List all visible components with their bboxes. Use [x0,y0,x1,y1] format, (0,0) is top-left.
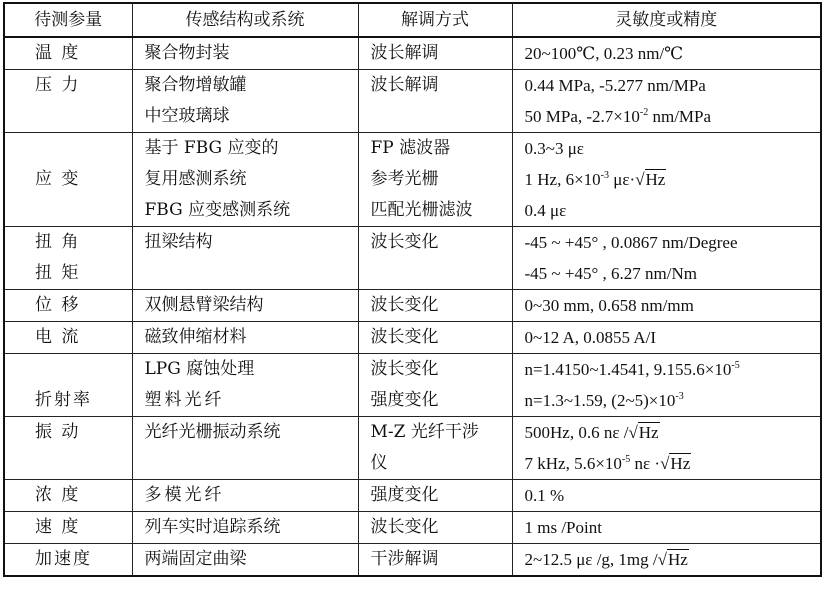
table-row [4,70,821,133]
table-row [4,417,821,480]
exponent: -3 [675,391,684,402]
sensitivity-text [525,101,821,132]
sensitivity-text: 0.44 MPa, -5.277 nm/MPa [524,76,706,95]
sqrt-symbol: √ [635,170,645,189]
structure-text: 扭梁结构 [144,232,213,252]
table-row [4,322,821,354]
demod-text: 波长解调 [370,43,439,63]
sensitivity-text [525,164,821,195]
param-cell [4,70,132,133]
structure-cell [132,227,358,290]
table-row [4,290,821,322]
structure-text: FBG 应变感测系统 [144,200,291,220]
sensitivity-text: 0~12 A, 0.0855 A/I [524,328,657,347]
sensitivity-part: nε · [630,454,661,473]
structure-cell [132,322,358,354]
demod-text: 波长变化 [370,295,439,315]
demod-text: 波长变化 [370,359,439,379]
param-cell [4,227,132,290]
sqrt-content: Hz [645,170,666,189]
demod-text: 强度变化 [370,485,439,505]
structure-text: 光纤光栅振动系统 [144,422,281,442]
structure-cell [132,544,358,577]
sensitivity-text: -45 ~ +45° , 0.0867 nm/Degree [524,233,738,252]
demod-text: 波长变化 [370,517,439,537]
demod-cell [358,70,512,133]
sensitivity-part: n=1.3~1.59, (2~5)×10 [524,391,676,410]
sensitivity-cell [512,290,821,322]
structure-text: 中空玻璃球 [144,106,230,126]
sensitivity-cell [512,512,821,544]
sensitivity-text: 0.4 με [524,201,567,220]
param-text: 加速度 [35,549,92,569]
exponent: -2 [639,107,649,118]
table-row [4,133,821,227]
sensitivity-text: 1 ms /Point [524,518,602,537]
demod-cell [358,227,512,290]
structure-text: 塑料光纤 [144,390,225,410]
param-cell [4,417,132,480]
demod-text: 波长解调 [370,75,439,95]
structure-cell [132,354,358,417]
param-text: 位 移 [35,295,81,315]
sensitivity-cell [512,133,821,227]
structure-text: 双侧悬臂梁结构 [144,295,264,315]
param-cell [4,512,132,544]
sensitivity-text: 0.3~3 με [524,139,584,158]
structure-text: 多模光纤 [144,485,225,505]
param-text: 振 动 [35,422,81,442]
demod-text: 匹配光栅滤波 [370,200,473,220]
param-text: 电 流 [35,327,81,347]
param-text: 扭 矩 [35,263,81,283]
table-row [4,544,821,577]
demod-cell [358,512,512,544]
sensitivity-text: 0~30 mm, 0.658 nm/mm [524,296,694,315]
header-structure: 传感结构或系统 [132,3,358,37]
sensitivity-text [525,385,821,416]
sensitivity-text: 0.1 % [524,486,565,505]
demod-cell [358,133,512,227]
demod-cell [358,544,512,577]
structure-cell [132,480,358,512]
sensitivity-part: με· [609,170,636,189]
demod-cell [358,322,512,354]
sensitivity-part: 500Hz, 0.6 nε / [524,423,629,442]
sensitivity-cell [512,322,821,354]
param-cell [4,290,132,322]
structure-cell [132,70,358,133]
structure-cell [132,417,358,480]
demod-text: M-Z 光纤干涉 [370,422,479,442]
structure-text: LPG 腐蚀处理 [144,359,255,379]
sqrt-symbol: √ [628,423,638,442]
demod-cell [358,417,512,480]
sensitivity-part: n=1.4150~1.4541, 9.155.6×10 [524,360,732,379]
sensitivity-text [525,354,821,385]
structure-cell [132,37,358,70]
demod-cell [358,290,512,322]
sensitivity-part: 2~12.5 με /g, 1mg / [524,550,658,569]
sensitivity-part: 50 MPa, -2.7×10 [524,107,640,126]
exponent: -5 [731,360,740,371]
demod-text: 干涉解调 [370,549,439,569]
param-text: 压 力 [35,75,81,95]
header-sensitivity: 灵敏度或精度 [512,3,821,37]
demod-text: FP 滤波器 [370,138,451,158]
sqrt-symbol: √ [660,454,670,473]
sensitivity-text [525,544,821,575]
structure-text: 列车实时追踪系统 [144,517,281,537]
structure-text: 复用感测系统 [144,169,247,189]
structure-text: 基于 FBG 应变的 [144,138,279,158]
sensitivity-cell [512,417,821,480]
demod-cell [358,37,512,70]
exponent: -5 [621,454,631,465]
demod-cell [358,354,512,417]
param-text: 速 度 [35,517,81,537]
table-row [4,354,821,417]
sensitivity-part: nm/MPa [648,107,712,126]
sensitivity-cell [512,480,821,512]
table-row [4,227,821,290]
sqrt-content: Hz [670,454,691,473]
sensitivity-cell [512,227,821,290]
param-text: 浓 度 [35,485,81,505]
sensitivity-text: -45 ~ +45° , 6.27 nm/Nm [524,264,697,283]
exponent: -3 [600,170,610,181]
sensitivity-cell [512,70,821,133]
demod-text: 仪 [370,453,388,473]
param-cell [4,322,132,354]
param-cell [4,480,132,512]
sensitivity-part: 7 kHz, 5.6×10 [524,454,622,473]
header-row [4,3,821,37]
demod-text: 强度变化 [370,390,439,410]
param-cell [4,133,132,227]
sensitivity-cell [512,37,821,70]
sensitivity-text [525,417,821,448]
table-row [4,37,821,70]
structure-cell [132,290,358,322]
sensitivity-text [525,448,821,479]
sqrt-content: Hz [667,550,688,569]
sqrt-content: Hz [638,423,659,442]
structure-text: 聚合物增敏罐 [144,75,247,95]
structure-cell [132,133,358,227]
param-text: 应 变 [35,169,81,189]
table-row [4,512,821,544]
param-text: 折射率 [35,390,92,410]
sensitivity-text: 20~100℃, 0.23 nm/℃ [524,44,684,63]
param-text: 扭 角 [35,232,81,252]
structure-cell [132,512,358,544]
demod-text: 波长变化 [370,327,439,347]
sensitivity-cell [512,354,821,417]
structure-text: 磁致伸缩材料 [144,327,247,347]
param-cell [4,37,132,70]
structure-text: 两端固定曲梁 [144,549,247,569]
sensor-table [3,2,822,577]
table-row [4,480,821,512]
header-demod: 解调方式 [358,3,512,37]
header-param: 待测参量 [4,3,132,37]
structure-text: 聚合物封装 [144,43,230,63]
demod-text: 参考光栅 [370,169,439,189]
param-cell [4,354,132,417]
sensitivity-part: 1 Hz, 6×10 [524,170,601,189]
param-text: 温 度 [35,43,81,63]
sensitivity-cell [512,544,821,577]
sqrt-symbol: √ [657,550,667,569]
demod-cell [358,480,512,512]
param-cell [4,544,132,577]
demod-text: 波长变化 [370,232,439,252]
